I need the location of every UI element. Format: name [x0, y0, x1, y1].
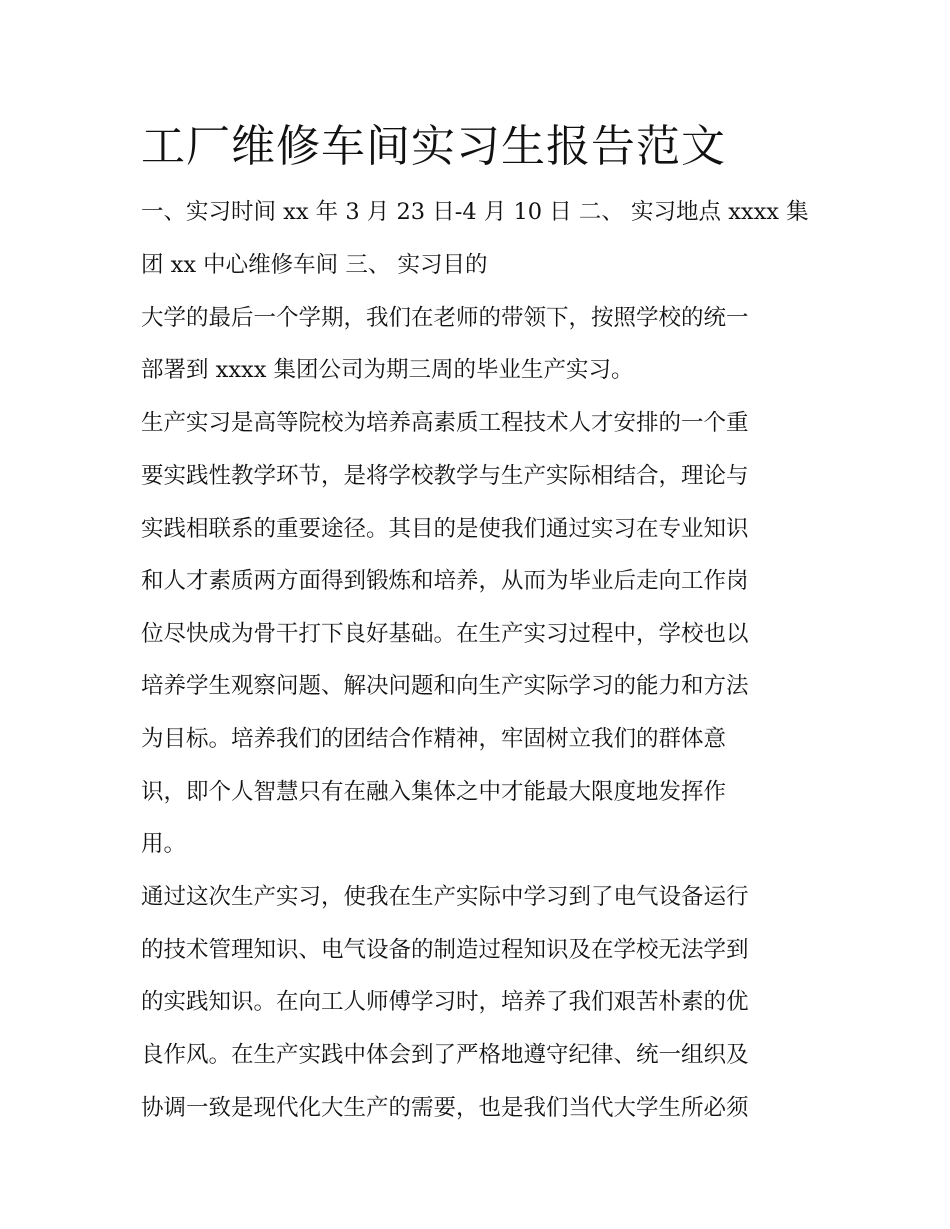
- document-page: [141, 112, 811, 1135]
- paragraph-gains: [141, 871, 811, 1134]
- text-line: 和人才素质两方面得到锻炼和培养，从而为毕业后走向工作岗: [141, 568, 749, 595]
- text-line: 的实践知识。在向工人师傅学习时，培养了我们艰苦朴素的优: [141, 989, 749, 1016]
- text-line: 识，即个人智慧只有在融入集体之中才能最大限度地发挥作: [141, 778, 727, 805]
- text-line: 生产实习是高等院校为培养高素质工程技术人才安排的一个重: [141, 410, 749, 437]
- text-line: 通过这次生产实习，使我在生产实际中学习到了电气设备运行: [141, 884, 749, 911]
- text-line: 良作风。在生产实践中体会到了严格地遵守纪律、统一组织及: [141, 1042, 749, 1068]
- text-line: 的技术管理知识、电气设备的制造过程知识及在学校无法学到: [141, 936, 749, 963]
- text-line: 大学的最后一个学期，我们在老师的带领下，按照学校的统一: [141, 304, 749, 331]
- text-line: 培养学生观察问题、解决问题和向生产实际学习的能力和方法: [141, 673, 749, 700]
- text-line: 要实践性教学环节，是将学校教学与生产实际相结合，理论与: [141, 462, 749, 489]
- text-line: 部署到 xxxx 集团公司为期三周的毕业生产实习。: [141, 357, 634, 384]
- text-line: 为目标。培养我们的团结合作精神，牢固树立我们的群体意: [141, 725, 727, 752]
- document-title: 工厂维修车间实习生报告范文: [141, 121, 726, 172]
- text-line: 一、实习时间 xx 年 3 月 23 日-4 月 10 日 二、 实习地点 xxxx 集: [141, 199, 809, 225]
- paragraph-intro: [141, 292, 811, 397]
- text-line: 协调一致是现代化大生产的需要，也是我们当代大学生所必须: [141, 1094, 749, 1121]
- text-line: 位尽快成为骨干打下良好基础。在生产实习过程中，学校也以: [141, 620, 749, 647]
- paragraph-internship-info: [141, 186, 811, 291]
- paragraph-purpose: [141, 397, 811, 870]
- text-line: 用。: [141, 831, 187, 858]
- text-line: 实践相联系的重要途径。其目的是使我们通过实习在专业知识: [141, 515, 749, 542]
- text-line: 团 xx 中心维修车间 三、 实习目的: [141, 251, 488, 278]
